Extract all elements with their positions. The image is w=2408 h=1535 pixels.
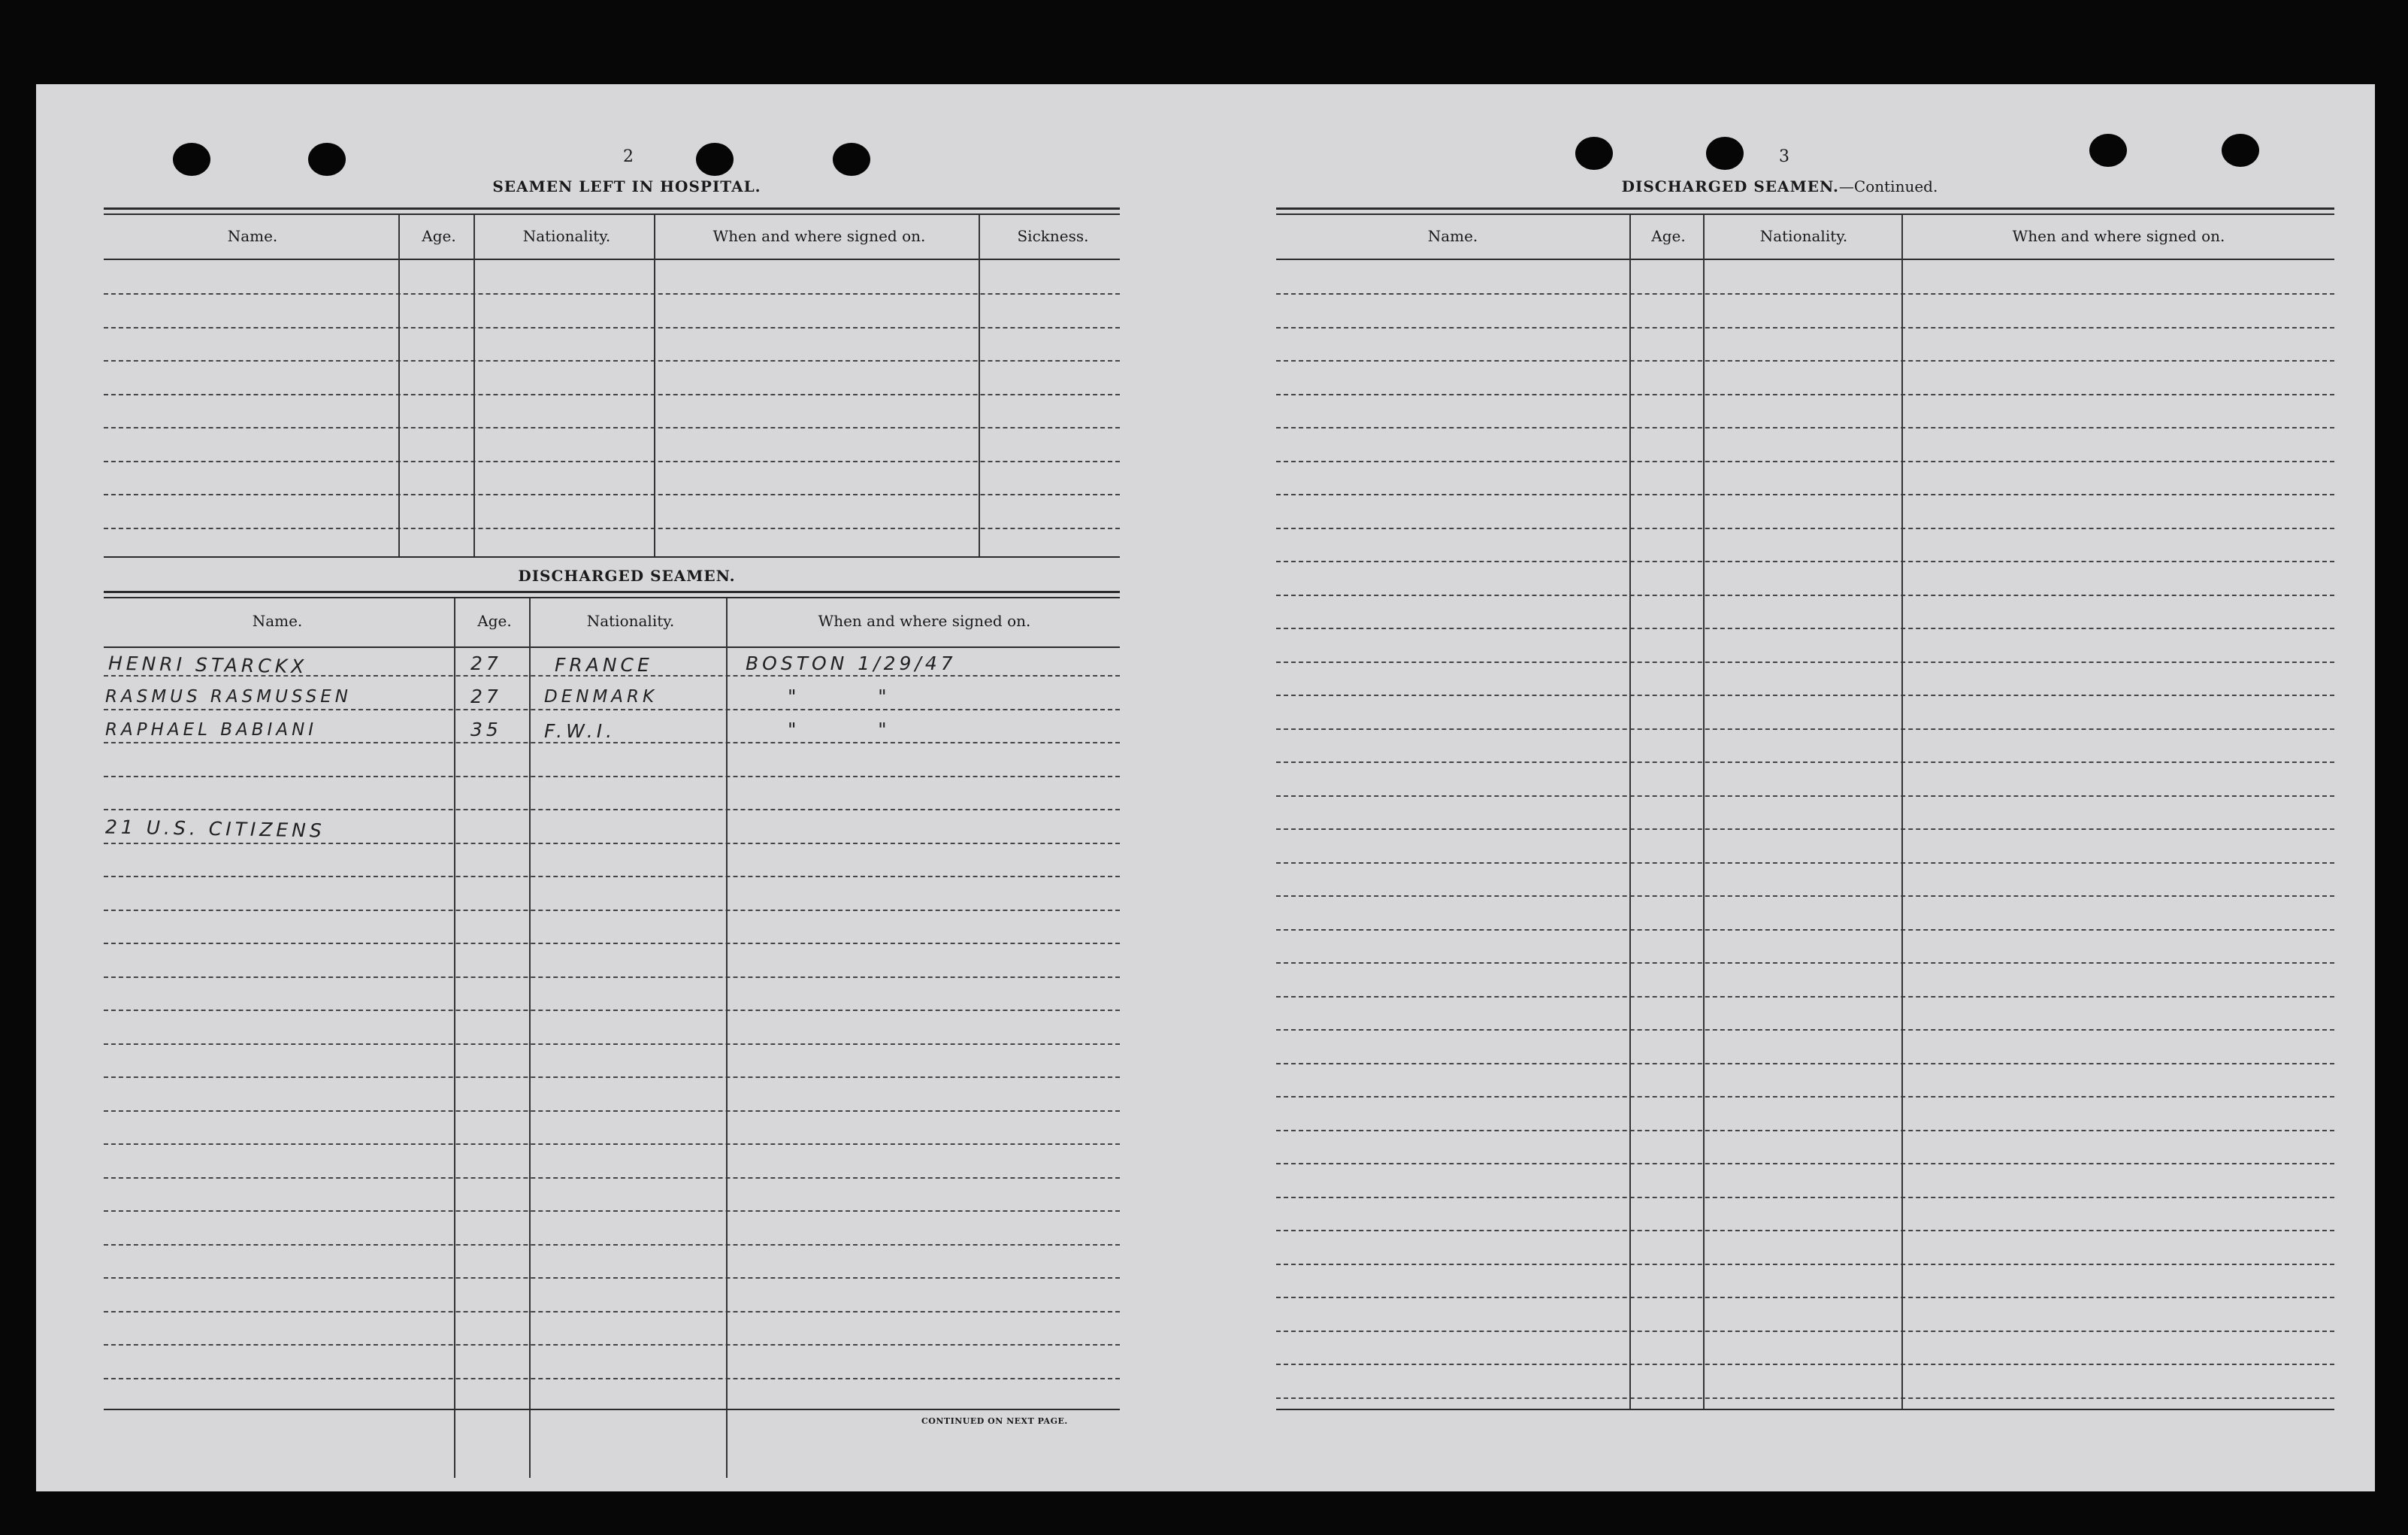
ruled-line xyxy=(1276,1096,2334,1098)
punch-hole xyxy=(2089,134,2127,167)
rule xyxy=(104,597,1120,598)
column-divider xyxy=(726,598,728,1478)
column-divider xyxy=(1703,215,1705,1409)
ruled-line xyxy=(104,461,1120,462)
ruled-line xyxy=(104,876,1120,877)
ruled-line xyxy=(104,494,1120,495)
ruled-line xyxy=(1276,293,2334,295)
ruled-line xyxy=(1276,1331,2334,1332)
col-header-age: Age. xyxy=(477,612,512,630)
entry-nationality: DENMARK xyxy=(544,687,658,707)
ruled-line xyxy=(1276,1163,2334,1164)
entry-age: 27 xyxy=(470,686,502,707)
col-header-name: Name. xyxy=(252,612,303,630)
rule xyxy=(1276,1409,2334,1410)
punch-hole xyxy=(173,143,210,176)
ruled-line xyxy=(104,394,1120,395)
continued-footer: CONTINUED ON NEXT PAGE. xyxy=(921,1416,1068,1426)
ruled-line xyxy=(104,1043,1120,1045)
ruled-line xyxy=(104,976,1120,978)
rule xyxy=(104,591,1120,593)
column-divider xyxy=(398,215,400,556)
ruled-line xyxy=(104,1110,1120,1112)
ruled-line xyxy=(104,1076,1120,1078)
discharged-continued-title-text: DISCHARGED SEAMEN. xyxy=(1621,177,1839,195)
rule xyxy=(104,259,1120,260)
col-header-signed-on: When and where signed on. xyxy=(2012,227,2225,245)
ruled-line xyxy=(104,1177,1120,1179)
punch-hole xyxy=(2222,134,2259,167)
column-divider xyxy=(979,215,980,556)
col-header-nationality: Nationality. xyxy=(522,227,611,245)
column-divider xyxy=(1629,215,1631,1409)
entry-age: 35 xyxy=(470,719,502,740)
ruled-line xyxy=(1276,1029,2334,1031)
ruled-line xyxy=(1276,1063,2334,1064)
rule xyxy=(104,1409,1120,1410)
ruled-line xyxy=(1276,1197,2334,1198)
ruled-line xyxy=(104,1378,1120,1379)
ruled-line xyxy=(1276,1230,2334,1231)
ruled-line xyxy=(1276,662,2334,663)
punch-hole xyxy=(833,143,870,176)
page-number-left: 2 xyxy=(623,147,634,166)
ruled-line xyxy=(1276,828,2334,830)
punch-hole xyxy=(696,143,734,176)
ruled-line xyxy=(1276,795,2334,797)
ruled-line xyxy=(1276,695,2334,696)
ruled-line xyxy=(1276,728,2334,730)
ruled-line xyxy=(1276,1264,2334,1265)
ledger-sheet xyxy=(36,84,2375,1491)
ruled-line xyxy=(1276,360,2334,362)
column-divider xyxy=(529,598,531,1478)
rule xyxy=(1276,207,2334,210)
col-header-name: Name. xyxy=(1427,227,1478,245)
discharged-continued-title xyxy=(1554,177,2005,195)
rule xyxy=(104,213,1120,215)
entry-nationality: F.W.I. xyxy=(544,720,616,742)
entry-age: 27 xyxy=(470,652,502,674)
column-divider xyxy=(454,598,455,1478)
page-number-right: 3 xyxy=(1779,147,1789,166)
ruled-line xyxy=(104,910,1120,911)
ruled-line xyxy=(104,809,1120,810)
column-divider xyxy=(654,215,655,556)
col-header-age: Age. xyxy=(422,227,456,245)
ruled-line xyxy=(1276,1397,2334,1399)
ruled-line xyxy=(1276,528,2334,529)
punch-hole xyxy=(1575,137,1613,170)
ruled-line xyxy=(1276,929,2334,931)
col-header-signed-on: When and where signed on. xyxy=(818,612,1031,630)
ruled-line xyxy=(104,427,1120,428)
column-divider xyxy=(1901,215,1903,1409)
ruled-line xyxy=(1276,327,2334,328)
entry-note: 21 U.S. CITIZENS xyxy=(104,816,325,842)
ruled-line xyxy=(104,742,1120,743)
ruled-line xyxy=(1276,895,2334,897)
col-header-name: Name. xyxy=(227,227,278,245)
ruled-line xyxy=(104,1143,1120,1145)
col-header-age: Age. xyxy=(1651,227,1686,245)
ruled-line xyxy=(1276,427,2334,428)
rule xyxy=(104,646,1120,648)
ruled-line xyxy=(104,327,1120,328)
col-header-nationality: Nationality. xyxy=(586,612,675,630)
entry-signed-on: " " xyxy=(788,719,891,740)
ruled-line xyxy=(1276,962,2334,964)
entry-nationality: FRANCE xyxy=(555,654,653,676)
ruled-line xyxy=(1276,1130,2334,1131)
ruled-line xyxy=(1276,561,2334,562)
ruled-line xyxy=(104,843,1120,844)
col-header-nationality: Nationality. xyxy=(1759,227,1848,245)
entry-name: RAPHAEL BABIANI xyxy=(105,720,318,740)
punch-hole xyxy=(308,143,346,176)
ruled-line xyxy=(1276,862,2334,864)
ruled-line xyxy=(1276,1364,2334,1365)
ruled-line xyxy=(104,1210,1120,1212)
ruled-line xyxy=(1276,494,2334,495)
ruled-line xyxy=(104,1010,1120,1011)
ruled-line xyxy=(104,1244,1120,1246)
rule xyxy=(104,207,1120,210)
ruled-line xyxy=(1276,996,2334,998)
entry-signed-on: BOSTON 1/29/47 xyxy=(746,652,957,674)
title-suffix: —Continued. xyxy=(1838,177,1938,195)
ruled-line xyxy=(104,528,1120,529)
ruled-line xyxy=(1276,394,2334,395)
ruled-line xyxy=(104,1277,1120,1279)
ruled-line xyxy=(104,943,1120,944)
punch-hole xyxy=(1706,137,1744,170)
ruled-line xyxy=(104,360,1120,362)
hospital-section-title: SEAMEN LEFT IN HOSPITAL. xyxy=(492,177,761,195)
col-header-sickness: Sickness. xyxy=(1017,227,1089,245)
entry-name: RASMUS RASMUSSEN xyxy=(105,687,352,707)
ruled-line xyxy=(1276,761,2334,763)
entry-name: HENRI STARCKX xyxy=(107,652,308,678)
ruled-line xyxy=(1276,461,2334,462)
rule xyxy=(1276,213,2334,215)
rule xyxy=(1276,259,2334,260)
col-header-signed-on: When and where signed on. xyxy=(712,227,926,245)
ruled-line xyxy=(104,1311,1120,1312)
ruled-line xyxy=(1276,628,2334,629)
discharged-section-title: DISCHARGED SEAMEN. xyxy=(518,567,736,585)
rule xyxy=(104,556,1120,558)
ruled-line xyxy=(104,709,1120,710)
column-divider xyxy=(473,215,475,556)
ruled-line xyxy=(1276,595,2334,596)
ruled-line xyxy=(104,776,1120,777)
entry-signed-on: " " xyxy=(788,686,891,707)
ruled-line xyxy=(104,293,1120,295)
ruled-line xyxy=(104,1344,1120,1346)
ruled-line xyxy=(1276,1297,2334,1298)
